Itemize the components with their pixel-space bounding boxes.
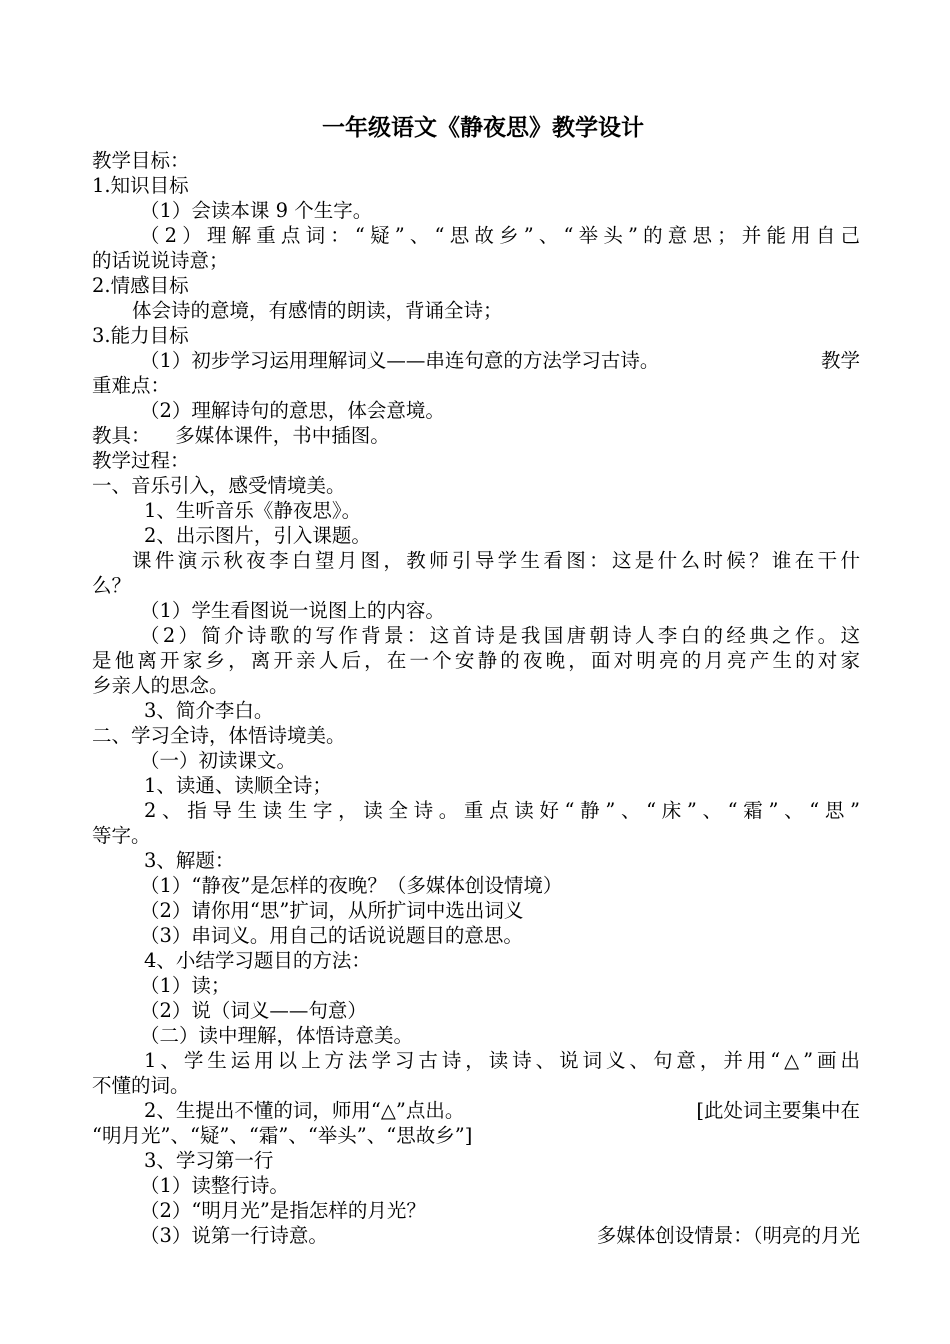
paragraph-line: （1）学生看图说一说图上的内容。 xyxy=(140,599,445,622)
paragraph-line: 重难点： xyxy=(92,374,171,397)
paragraph-line: 乡亲人的思念。 xyxy=(92,674,229,697)
paragraph-text: 教学 xyxy=(820,349,860,372)
paragraph-line: （2）“明月光”是指怎样的月光？ xyxy=(140,1199,426,1222)
subheading: 3.能力目标 xyxy=(92,324,189,347)
paragraph-text: 2、生提出不懂的词，师用“△”点出。 xyxy=(144,1099,465,1122)
paragraph-line: （1）会读本课 9 个生字。 xyxy=(140,199,373,222)
paragraph-line: （一）初读课文。 xyxy=(140,749,297,772)
paragraph-line: 1、生听音乐《静夜思》。 xyxy=(144,499,362,522)
paragraph-line: 1、读通、读顺全诗； xyxy=(144,774,332,797)
paragraph-text: 多媒体创设情景：（明亮的月光 xyxy=(596,1224,860,1247)
paragraph-line: 不懂的词。 xyxy=(92,1074,190,1097)
paragraph-line: 体会诗的意境，有感情的朗读，背诵全诗； xyxy=(132,299,503,322)
paragraph-line: （1）“静夜”是怎样的夜晚？（多媒体创设情境） xyxy=(140,874,563,897)
paragraph-line: 3、解题： xyxy=(144,849,235,872)
section-heading: 二、学习全诗，体悟诗境美。 xyxy=(92,724,346,747)
paragraph-line: （2）说（词义——句意） xyxy=(140,999,367,1022)
paragraph-line: （二）读中理解，体悟诗意美。 xyxy=(140,1024,414,1047)
paragraph-line: （2）理解重点词：“疑”、“思故乡”、“举头”的意思；并能用自己 xyxy=(140,224,860,247)
paragraph-line: （1）读； xyxy=(140,974,231,997)
paragraph-line: （1）读整行诗。 xyxy=(140,1174,289,1197)
paragraph-line: 课件演示秋夜李白望月图，教师引导学生看图：这是什么时候？谁在干什 xyxy=(132,549,860,572)
paragraph-line: （2）请你用“思”扩词，从所扩词中选出词义 xyxy=(140,899,524,922)
paragraph-line: 1、学生运用以上方法学习古诗，读诗、说词义、句意，并用“△”画出 xyxy=(144,1049,860,1072)
paragraph-line: “明月光”、“疑”、“霜”、“举头”、“思故乡”] xyxy=(92,1124,473,1147)
paragraph-line: 3、学习第一行 xyxy=(144,1149,274,1172)
paragraph-line: （2）简介诗歌的写作背景：这首诗是我国唐朝诗人李白的经典之作。这 xyxy=(140,624,860,647)
section-heading: 一、音乐引入，感受情境美。 xyxy=(92,474,346,497)
section-heading: 教学过程： xyxy=(92,449,190,472)
paragraph-line: 2、出示图片，引入课题。 xyxy=(144,524,371,547)
paragraph-line: 是他离开家乡，离开亲人后，在一个安静的夜晚，面对明亮的月亮产生的对家 xyxy=(92,649,860,672)
paragraph-text: （3）说第一行诗意。 xyxy=(140,1224,328,1247)
document-title: 一年级语文《静夜思》教学设计 xyxy=(322,114,644,141)
paragraph-line xyxy=(92,348,860,373)
paragraph-text: （1）初步学习运用理解词义——串连句意的方法学习古诗。 xyxy=(140,349,660,372)
paragraph-line: 么？ xyxy=(92,574,132,597)
section-heading: 教学目标： xyxy=(92,149,190,172)
paragraph-line: 4、小结学习题目的方法： xyxy=(144,949,371,972)
paragraph-line: 的话说说诗意； xyxy=(92,249,229,272)
paragraph-line: 3、简介李白。 xyxy=(144,699,274,722)
document-page xyxy=(92,108,860,1248)
paragraph-line: 教具： 多媒体课件，书中插图。 xyxy=(92,424,390,447)
paragraph-line xyxy=(92,1098,860,1123)
subheading: 2.情感目标 xyxy=(92,274,189,297)
paragraph-text: [此处词主要集中在 xyxy=(696,1099,860,1122)
paragraph-line xyxy=(92,1223,860,1248)
paragraph-line: （3）串词义。用自己的话说说题目的意思。 xyxy=(140,924,523,947)
paragraph-line: （2）理解诗句的意思，体会意境。 xyxy=(140,399,445,422)
paragraph-line: 2、指导生读生字，读全诗。重点读好“静”、“床”、“霜”、“思” xyxy=(144,799,860,822)
paragraph-line: 等字。 xyxy=(92,824,151,847)
subheading: 1.知识目标 xyxy=(92,174,189,197)
